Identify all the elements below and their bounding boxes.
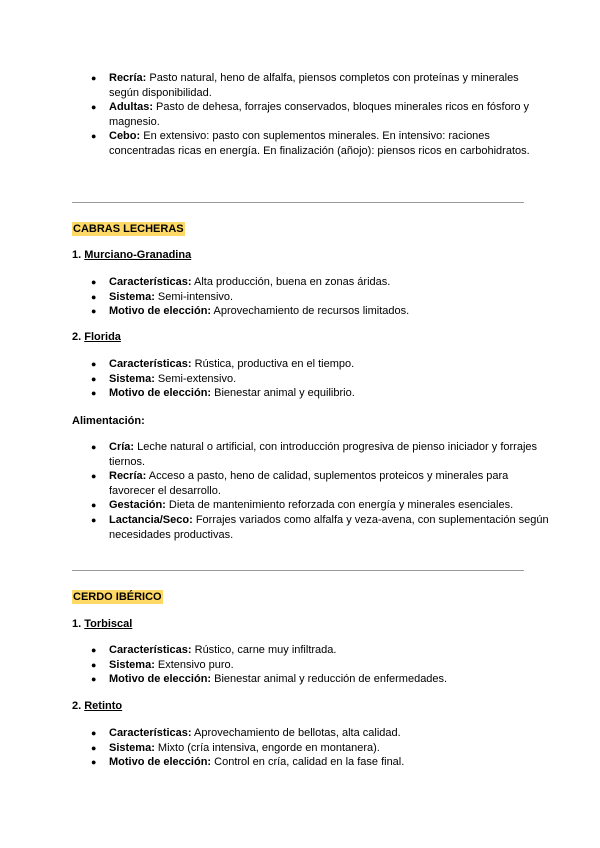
top-feeding-list <box>0 71 549 159</box>
bullet-icon: ● <box>91 514 97 525</box>
list-item: ● Sistema: Mixto (cría intensiva, engorde en montanera). <box>91 741 380 754</box>
item-text: Pasto de dehesa, forrajes conservados, bloques minerales ricos en fósforo y magnesio. <box>109 101 530 128</box>
list-item <box>72 71 549 100</box>
section-title-cabras: CABRAS LECHERAS <box>73 223 184 235</box>
item-label: Adultas: <box>109 101 153 114</box>
bullet-icon: ● <box>91 306 97 317</box>
list-item: ● Lactancia/Seco: Forrajes variados como alfalfa y veza-avena, con suplementación según necesidades productivas. <box>91 513 549 541</box>
item-label: Recría: <box>109 72 147 84</box>
item-text: En extensivo: pasto con suplementos minerales. En intensivo: raciones concentradas ricas en energía. En finalización (añojo): piensos ricos en carbohidratos. <box>109 130 530 157</box>
section-divider <box>72 202 524 203</box>
bullet-icon: ● <box>91 131 97 142</box>
bullet-icon: ● <box>91 500 97 511</box>
bullet-icon: ● <box>91 73 97 83</box>
bullet-icon: ● <box>91 742 97 753</box>
breed-list-murciano <box>0 275 549 319</box>
breed-heading-torbiscal: 1. Torbiscal <box>72 618 133 630</box>
list-item: ● Sistema: Semi-intensivo. <box>91 290 234 303</box>
section-divider <box>72 570 524 571</box>
list-item: ● Motivo de elección: Bienestar animal y equilibrio. <box>91 387 355 400</box>
breed-heading-murciano: 1. Murciano-Granadina <box>72 249 192 261</box>
list-item: ● Características: Alta producción, buena en zonas áridas. <box>91 276 391 288</box>
bullet-icon: ● <box>91 442 97 452</box>
list-item: ● Motivo de elección: Bienestar animal y reducción de enfermedades. <box>91 673 448 686</box>
bullet-icon: ● <box>91 102 97 113</box>
bullet-icon: ● <box>91 757 97 768</box>
list-item: ● Características: Rústico, carne muy infiltrada. <box>91 644 337 656</box>
bullet-icon: ● <box>91 373 97 384</box>
section-title-cerdo: CERDO IBÉRICO <box>73 591 162 603</box>
list-item: ● Sistema: Extensivo puro. <box>91 658 234 671</box>
list-item <box>72 129 549 158</box>
item-text: Pasto natural, heno de alfalfa, piensos completos con proteínas y minerales según disponibilidad. <box>109 72 519 99</box>
feeding-list <box>0 440 549 542</box>
list-item: ● Sistema: Semi-extensivo. <box>91 372 237 385</box>
bullet-icon: ● <box>91 277 97 287</box>
bullet-icon: ● <box>91 471 97 482</box>
list-item: ● Características: Aprovechamiento de bellotas, alta calidad. <box>91 727 401 739</box>
breed-heading-florida: 2. Florida <box>72 331 121 343</box>
breed-list-florida <box>0 357 549 401</box>
item-label: Cebo: <box>109 130 141 143</box>
breed-heading-retinto: 2. Retinto <box>72 700 123 712</box>
list-item: ● Motivo de elección: Aprovechamiento de recursos limitados. <box>91 305 410 318</box>
breed-list-torbiscal <box>0 643 549 687</box>
list-item: ● Cría: Leche natural o artificial, con introducción progresiva de pienso iniciador y forrajes tiernos. <box>91 441 538 468</box>
bullet-icon: ● <box>91 388 97 399</box>
bullet-icon: ● <box>91 359 97 369</box>
bullet-icon: ● <box>91 659 97 670</box>
list-item: ● Gestación: Dieta de mantenimiento reforzada con energía y minerales esenciales. <box>91 499 514 512</box>
bullet-icon: ● <box>91 728 97 738</box>
bullet-icon: ● <box>91 291 97 302</box>
list-item: ● Motivo de elección: Control en cría, calidad en la fase final. <box>91 756 405 769</box>
breed-list-retinto <box>0 726 549 770</box>
list-item: ● Características: Rústica, productiva en el tiempo. <box>91 358 355 370</box>
bullet-icon: ● <box>91 645 97 655</box>
list-item: ● Recría: Acceso a pasto, heno de calidad, suplementos proteicos y minerales para favorecer el desarrollo. <box>91 470 509 497</box>
feeding-heading: Alimentación: <box>72 415 145 427</box>
bullet-icon: ● <box>91 674 97 685</box>
list-item <box>72 100 549 129</box>
